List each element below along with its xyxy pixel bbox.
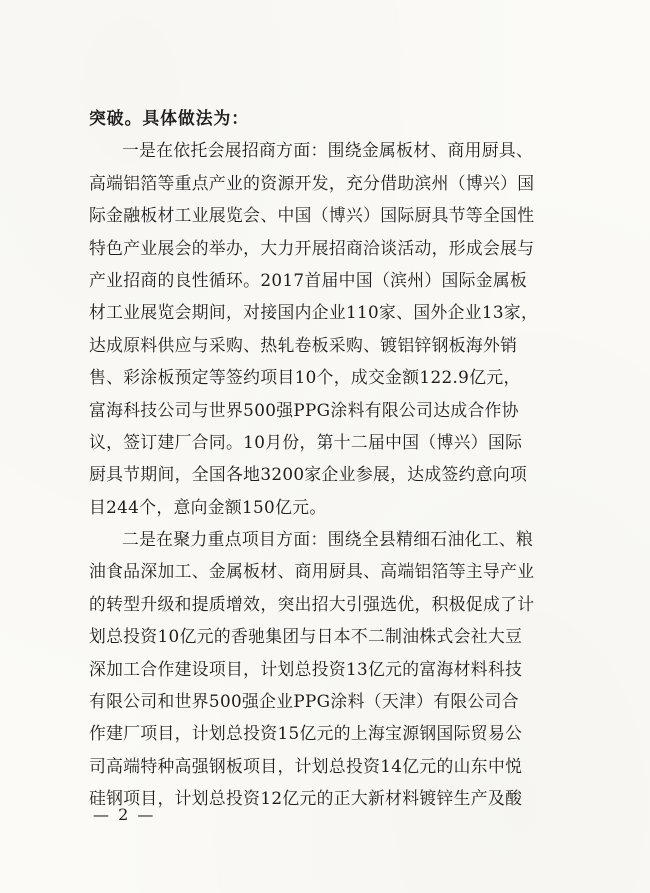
text-line: 达成原料供应与采购、热轧卷板采购、镀铝锌钢板海外销 xyxy=(89,334,518,355)
text-line: 深加工合作建设项目，计划总投资13亿元的富海材料科技 xyxy=(89,658,523,679)
text-line: 特色产业展会的举办，大力开展招商洽谈活动，形成会展与 xyxy=(89,237,535,258)
text-line: 司高端特种高强钢板项目，计划总投资14亿元的山东中悦 xyxy=(89,755,523,776)
text-line: 富海科技公司与世界500强PPG涂料有限公司达成合作协 xyxy=(89,399,519,420)
text-line: 突破。具体做法为： xyxy=(89,108,250,128)
text-line: 二是在聚力重点项目方面：围绕全县精细石油化工、粮 xyxy=(122,529,534,550)
text-line: 的转型升级和提质增效，突出招大引强选优，积极促成了计 xyxy=(89,593,535,614)
text-line: 目244个，意向金额150亿元。 xyxy=(89,496,327,517)
text-line: 一是在依托会展招商方面：围绕金属板材、商用厨具、 xyxy=(122,140,534,161)
text-line: 际金融板材工业展览会、中国（博兴）国际厨具节等全国性 xyxy=(89,205,535,226)
text-line: 产业招商的良性循环。2017首届中国（滨州）国际金属板 xyxy=(89,269,528,290)
text-line: 油食品深加工、金属板材、商用厨具、高端铝箔等主导产业 xyxy=(89,561,535,582)
text-line: 作建厂项目，计划总投资15亿元的上海宝源钢国际贸易公 xyxy=(89,723,523,744)
text-line: 议，签订建厂合同。10月份，第十二届中国（博兴）国际 xyxy=(89,431,523,452)
text-line: 高端铝箔等重点产业的资源开发，充分借助滨州（博兴）国 xyxy=(89,172,535,193)
text-line: 厨具节期间，全国各地3200家企业参展，达成签约意向项 xyxy=(89,464,528,485)
text-line: 有限公司和世界500强企业PPG涂料（天津）有限公司合 xyxy=(89,691,519,712)
page-number: — 2 — xyxy=(93,805,156,824)
text-line: 划总投资10亿元的香驰集团与日本不二制油株式会社大豆 xyxy=(89,626,523,647)
document-body xyxy=(89,102,586,815)
text-line: 售、彩涂板预定等签约项目10个，成交金额122.9亿元， xyxy=(89,367,521,388)
text-line: 材工业展览会期间，对接国内企业110家、国外企业13家， xyxy=(89,302,539,323)
text-line: 硅钢项目，计划总投资12亿元的正大新材料镀锌生产及酸 xyxy=(89,788,523,809)
